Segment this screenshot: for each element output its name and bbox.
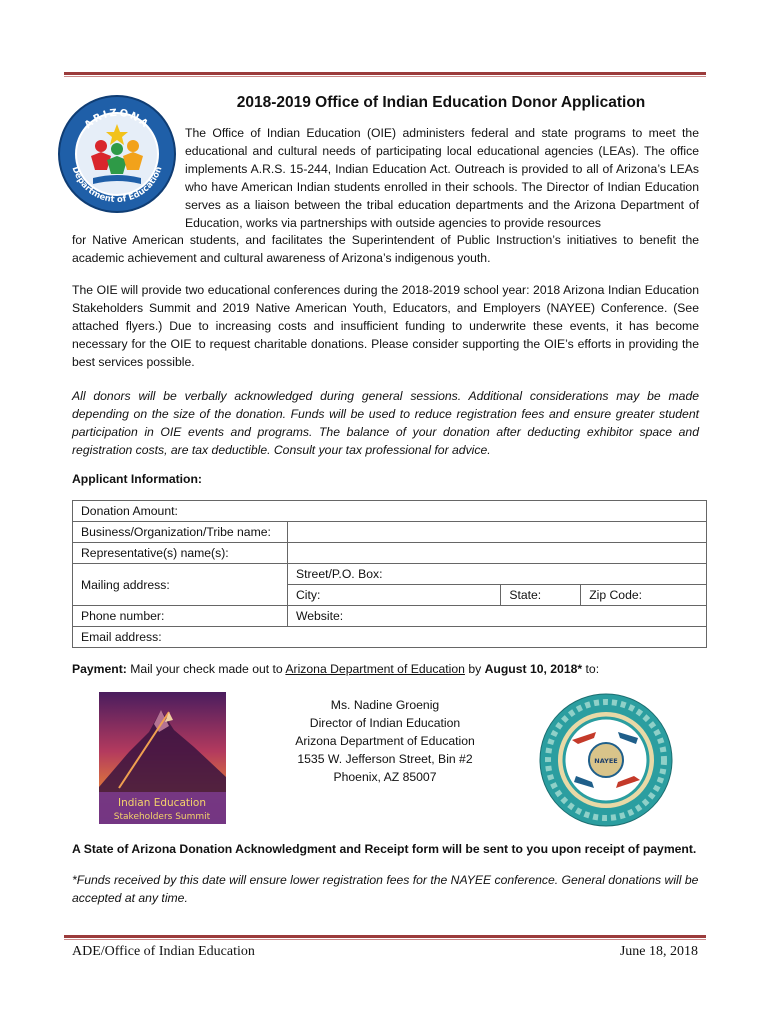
header-rule-thin xyxy=(64,76,706,77)
nayee-logo xyxy=(538,692,674,828)
funds-note: *Funds received by this date will ensure lower registration fees for the NAYEE conference. General donations will be accepted at any time. xyxy=(72,873,699,905)
summit-poster-image xyxy=(99,692,226,824)
footer-rule-thin xyxy=(64,939,706,940)
donation-amount-field[interactable]: Donation Amount: xyxy=(73,501,707,522)
intro-paragraph-part1: The Office of Indian Education (OIE) administers federal and state programs to meet the educational and cultural needs of participating local educational agencies (LEAs). The office implements A.R.S. 15-244, Indian Education Act. Outreach is provided to all of Arizona’s LEAs who have American Indian students enrolled in their schools. The Director of Indian Education serves as a liaison between the tribal education departments and the Arizona Department of Education, works via partnerships with outside agencies to provide resources xyxy=(185,126,699,230)
footer-rule xyxy=(64,935,706,938)
seal-ring-text: Department of Education xyxy=(69,165,165,206)
recipient-title: Director of Indian Education xyxy=(309,716,461,730)
mailing-recipient-address xyxy=(270,696,500,786)
poster-line2: Stakeholders Summit xyxy=(113,812,211,822)
payment-deadline: August 10, 2018* xyxy=(484,662,583,676)
recipient-street: 1535 W. Jefferson Street, Bin #2 xyxy=(297,752,473,766)
footer-office: ADE/Office of Indian Education xyxy=(72,944,255,959)
recipient-org: Arizona Department of Education xyxy=(295,734,475,748)
payment-payee: Arizona Department of Education xyxy=(285,662,465,676)
payment-label: Payment: xyxy=(72,662,127,676)
footer-date: June 18, 2018 xyxy=(619,944,698,959)
representative-field[interactable] xyxy=(287,543,706,564)
street-field[interactable]: Street/P.O. Box: xyxy=(287,564,706,585)
payment-text2: by xyxy=(468,662,482,676)
recipient-name: Ms. Nadine Groenig xyxy=(330,698,440,712)
applicant-form-table xyxy=(72,500,707,648)
donors-paragraph: All donors will be verbally acknowledged during general sessions. Additional considerations may be made depending on the size of the donation. Funds will be used to reduce registration fees and ensure greater student participation in OIE events and programs. The balance of your donation after deducting exhibitor space and registration costs, are tax deductible. Consult your tax professional for advice. xyxy=(72,389,699,457)
business-name-label: Business/Organization/Tribe name: xyxy=(73,522,288,543)
payment-instructions xyxy=(72,662,599,676)
intro-paragraph-part2: for Native American students, and facilitates the Superintendent of Public Instruction’s initiatives to benefit the academic achievement and cultural awareness of Arizona’s indigenous youth. xyxy=(72,233,699,265)
page-title: 2018-2019 Office of Indian Education Donor Application xyxy=(236,94,646,111)
header-rule xyxy=(64,72,706,75)
email-address-field[interactable]: Email address: xyxy=(73,627,707,648)
payment-text1: Mail your check made out to xyxy=(130,662,283,676)
state-field[interactable]: State: xyxy=(501,585,581,606)
nayee-label: NAYEE xyxy=(594,757,618,765)
applicant-heading: Applicant Information: xyxy=(72,472,202,486)
business-name-field[interactable] xyxy=(287,522,706,543)
representative-label: Representative(s) name(s): xyxy=(73,543,288,564)
poster-line1: Indian Education xyxy=(117,797,207,809)
zip-code-field[interactable]: Zip Code: xyxy=(581,585,707,606)
seal-top-text: ARIZONA xyxy=(82,107,152,132)
ade-seal-logo xyxy=(57,94,177,214)
recipient-city: Phoenix, AZ 85007 xyxy=(333,770,437,784)
city-field[interactable]: City: xyxy=(287,585,500,606)
phone-number-field[interactable]: Phone number: xyxy=(73,606,288,627)
website-field[interactable]: Website: xyxy=(287,606,706,627)
mailing-address-label: Mailing address: xyxy=(73,564,288,606)
payment-text3: to: xyxy=(585,662,600,676)
acknowledgment-statement: A State of Arizona Donation Acknowledgment and Receipt form will be sent to you upon receipt of payment. xyxy=(72,842,697,856)
conferences-paragraph: The OIE will provide two educational conferences during the 2018-2019 school year: 2018 Arizona Indian Education Stakeholders Summit and 2019 Native American Youth, Educators, and Employers (NAYEE) Conference. (See attached flyers.) Due to increasing costs and insufficient funding to underwrite these events, it has become necessary for the OIE to request charitable donations. Please consider supporting the OIE’s efforts in providing the best services possible. xyxy=(72,283,699,369)
